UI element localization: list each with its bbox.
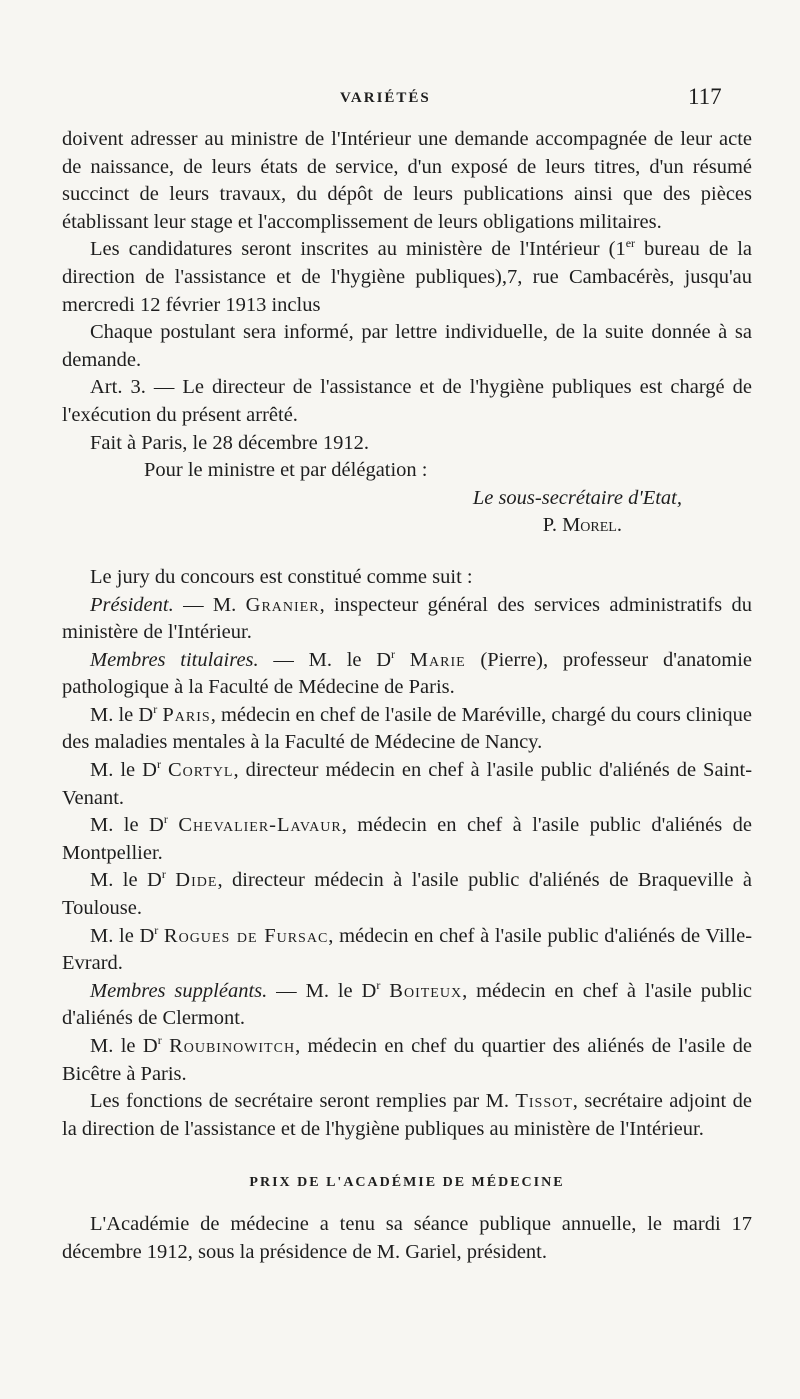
signature-title: Le sous-secrétaire d'Etat, (472, 486, 682, 509)
date-line: Fait à Paris, le 28 décembre 1912. (90, 431, 369, 454)
jury-substitute: Membres suppléants. — M. le $D^r$ Boiteux, médecin en chef à l'asile public d'aliénés de Clermont. (62, 977, 753, 1030)
page-number: 117 (688, 84, 722, 109)
jury-member: M. le $D^r$ Rogues de Fursac, médecin en chef à l'asile public d'aliénés de Ville-Evrard. (62, 922, 753, 975)
paragraph: Chaque postulant sera informé, par lettre individuelle, de la suite donnée à sa demande. (62, 321, 752, 371)
page-header (0, 84, 800, 118)
paragraph: doivent adresser au ministre de l'Intérieur une demande accompagnée de leur acte de naissance, de leurs états de service, d'un exposé de leurs titres, d'un résumé succinct de leurs travaux, du dépôt de leurs publications ainsi que des pièces établissant leur stage et l'accomplissement de leurs obligations militaires. (62, 128, 752, 233)
jury-president: Président. — M. Granier, inspecteur général des services administratifs du ministère de l'Intérieur. (62, 593, 752, 644)
jury-member: M. le $D^r$ Chevalier-Lavaur, médecin en chef à l'asile public d'aliénés de Montpellier. (62, 812, 752, 864)
jury-member: M. le $D^r$ Paris, médecin en chef de l'asile de Maréville, chargé du cours clinique des maladies mentales à la Faculté de Médecine de Nancy. (62, 702, 753, 754)
body-text (62, 126, 752, 1266)
jury-intro: Le jury du concours est constitué comme suit : (90, 565, 473, 588)
section-title: PRIX DE L'ACADÉMIE DE MÉDECINE (249, 1175, 565, 1191)
running-title: VARIÉTÉS (340, 90, 431, 106)
jury-member: M. le $D^r$ Cortyl, directeur médecin en chef à l'asile public d'aliénés de Saint-Venant. (62, 757, 753, 809)
paragraph: Les candidatures seront inscrites au ministère de l'Intérieur (1er bureau de la direction de l'assistance et de l'hygiène publiques),7, rue Cambacérès, jusqu'au mercredi 12 février 1913 inclus (62, 236, 752, 316)
delegation-line: Pour le ministre et par délégation : (144, 459, 428, 482)
jury-substitute: M. le $D^r$ Roubinowitch, médecin en chef du quartier des aliénés de l'asile de Bicêtre à Paris. (62, 1033, 753, 1085)
jury-member: Membres titulaires. — M. le $D^r$ Marie (Pierre), professeur d'anatomie pathologique à la Faculté de Médecine de Paris. (62, 646, 753, 699)
jury-secretary: Les fonctions de secrétaire seront remplies par M. Tissot, secrétaire adjoint de la direction de l'assistance et de l'hygiène publiques au ministère de l'Intérieur. (62, 1090, 752, 1140)
article-3: Art. 3. — Le directeur de l'assistance et de l'hygiène publiques est chargé de l'exécution du présent arrêté. (62, 376, 752, 426)
jury-member: M. le $D^r$ Dide, directeur médecin à l'asile public d'aliénés de Braqueville à Toulouse. (62, 867, 753, 920)
paragraph: L'Académie de médecine a tenu sa séance publique annuelle, le mardi 17 décembre 1912, sous la présidence de M. Gariel, président. (62, 1212, 752, 1263)
signature-name: P. Morel. (542, 514, 622, 537)
